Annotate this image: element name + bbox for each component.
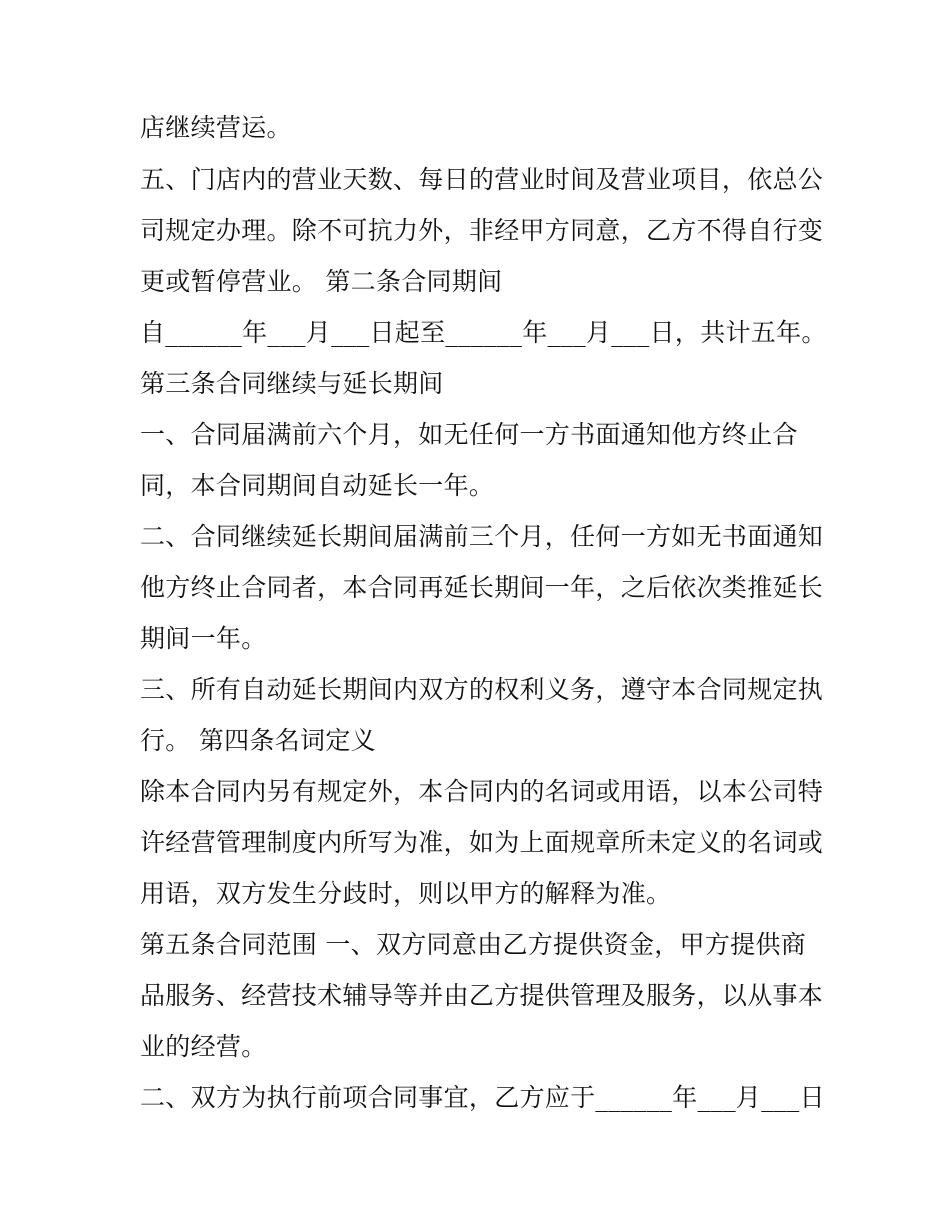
text-line: 店继续营运。 [140,113,292,142]
text-line: 更或暂停营业。 第二条合同期间 [140,267,503,296]
text-line: 同，本合同期间自动延长一年。 [140,471,495,500]
text-line: 一、合同届满前六个月，如无任何一方书面通知他方终止合 [140,420,798,449]
text-line: 行。 第四条名词定义 [140,726,376,755]
text-line: 三、所有自动延长期间内双方的权利义务，遵守本合同规定执 [140,675,824,704]
text-line: 业的经营。 [140,1032,267,1061]
text-line: 第五条合同范围 一、双方同意由乙方提供资金，甲方提供商 [140,930,807,959]
text-line: 自______年___月___日起至______年___月___日，共计五年。 [140,318,827,347]
text-line: 五、门店内的营业天数、每日的营业时间及营业项目，依总公 [140,165,824,194]
text-line: 司规定办理。除不可抗力外，非经甲方同意，乙方不得自行变 [140,216,824,245]
text-line: 第三条合同继续与延长期间 [140,369,444,398]
text-line: 二、合同继续延长期间届满前三个月，任何一方如无书面通知 [140,522,824,551]
text-line: 许经营管理制度内所写为准，如为上面规章所未定义的名词或 [140,828,824,857]
text-line: 品服务、经营技术辅导等并由乙方提供管理及服务，以从事本 [140,981,824,1010]
text-line: 他方终止合同者，本合同再延长期间一年，之后依次类推延长 [140,573,824,602]
text-line: 二、双方为执行前项合同事宜，乙方应于______年___月___日 [140,1083,825,1112]
text-line: 除本合同内另有规定外，本合同内的名词或用语，以本公司特 [140,777,824,806]
text-line: 用语，双方发生分歧时，则以甲方的解释为准。 [140,879,672,908]
text-line: 期间一年。 [140,624,267,653]
